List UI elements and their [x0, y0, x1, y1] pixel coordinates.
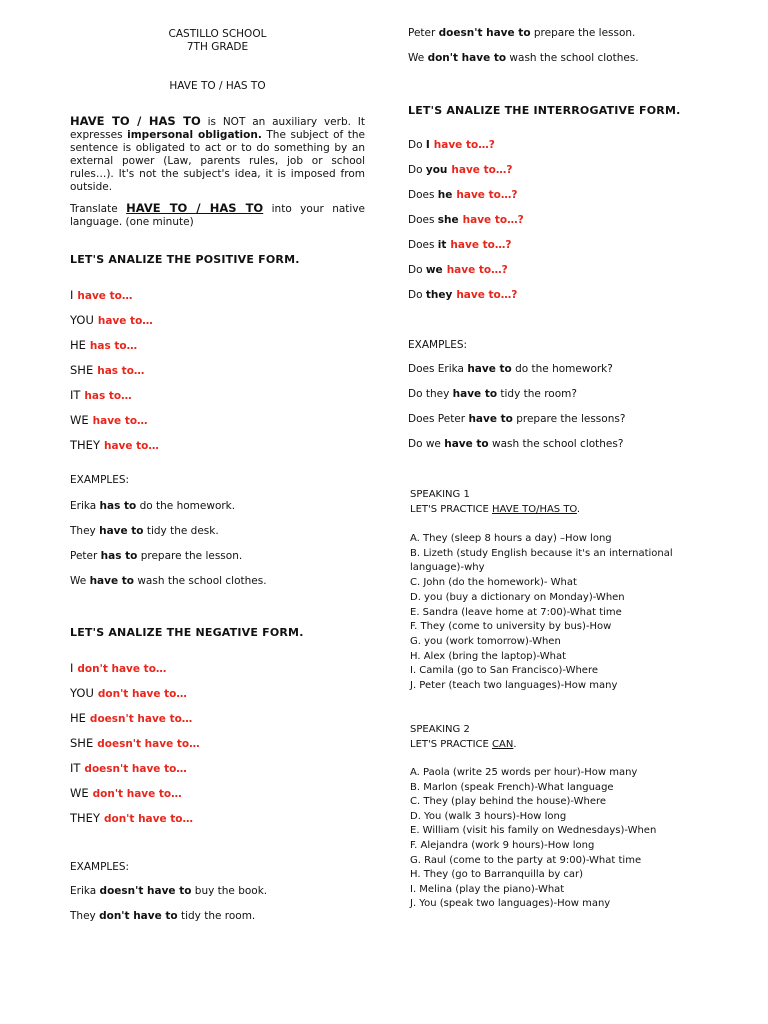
- example-pre: Erika: [70, 885, 100, 897]
- verb-form: have to…: [92, 415, 148, 427]
- interrogative-example: [408, 438, 623, 451]
- example-post: wash the school clothes.: [134, 575, 267, 587]
- translate-instruction: [70, 202, 365, 229]
- grade-label: 7TH GRADE: [186, 41, 249, 53]
- pronoun: they: [425, 289, 453, 301]
- pronoun: I: [70, 288, 74, 302]
- verb-form: have to…?: [451, 164, 513, 176]
- auxiliary: Do: [408, 164, 423, 176]
- example-post: do the homework.: [136, 500, 236, 512]
- interrogative-example: [408, 388, 577, 401]
- school-name: CASTILLO SCHOOL: [168, 28, 267, 40]
- example-post: wash the school clothes?: [488, 438, 624, 450]
- positive-row: [70, 289, 132, 303]
- speaking2-subtitle-pre: LET'S PRACTICE: [410, 739, 493, 750]
- example-pre: Peter: [70, 550, 101, 562]
- negative-row: [70, 762, 187, 776]
- example-bold: have to: [468, 413, 513, 425]
- topic-title: HAVE TO / HAS TO: [169, 80, 266, 92]
- example-post: do the homework?: [511, 363, 613, 375]
- example-pre: Do we: [408, 438, 445, 450]
- speaking2-item: D. You (walk 3 hours)-How long: [410, 810, 567, 822]
- example-pre: Does Erika: [408, 363, 468, 375]
- example-pre: Do they: [408, 388, 453, 400]
- auxiliary: Do: [408, 139, 423, 151]
- example-bold: has to: [100, 550, 138, 562]
- auxiliary: Does: [408, 189, 435, 201]
- verb-form: have to…?: [456, 189, 518, 201]
- negative-row: [70, 662, 166, 676]
- speaking1-item: I. Camila (go to San Francisco)-Where: [410, 665, 599, 677]
- example-bold: have to: [444, 438, 489, 450]
- speaking1-subtitle-underlined: HAVE TO/HAS TO: [492, 504, 577, 515]
- positive-examples-heading: EXAMPLES:: [70, 474, 130, 486]
- pronoun: it: [437, 239, 447, 251]
- speaking2-item: I. Melina (play the piano)-What: [410, 883, 565, 895]
- positive-example: [70, 550, 242, 563]
- pronoun: SHE: [70, 363, 94, 377]
- speaking1-item: C. John (do the homework)- What: [410, 577, 577, 589]
- intro-paragraph: [70, 115, 365, 194]
- interrogative-row: [408, 214, 524, 227]
- example-post: tidy the desk.: [143, 525, 219, 537]
- pronoun: I: [425, 139, 430, 151]
- speaking2-item: C. They (play behind the house)-Where: [410, 796, 607, 808]
- example-post: buy the book.: [191, 885, 268, 897]
- negative-row: [70, 787, 182, 801]
- speaking2-item: H. They (go to Barranquilla by car): [410, 869, 584, 881]
- interrogative-row: [408, 189, 517, 202]
- example-bold: has to: [99, 500, 137, 512]
- auxiliary: Do: [408, 264, 423, 276]
- negative-example: [408, 27, 635, 40]
- speaking1-item: F. They (come to university by bus)-How: [410, 621, 612, 633]
- pronoun: SHE: [70, 736, 94, 750]
- interrogative-heading: LET'S ANALIZE THE INTERROGATIVE FORM.: [408, 104, 681, 117]
- negative-row: [70, 687, 187, 701]
- verb-form: doesn't have to…: [97, 738, 200, 750]
- pronoun: IT: [70, 761, 81, 775]
- positive-example: [70, 575, 267, 588]
- negative-example: [70, 910, 255, 923]
- translate-post: into your native language. (one minute): [70, 203, 366, 228]
- pronoun: HE: [70, 338, 86, 352]
- example-bold: have to: [99, 525, 144, 537]
- speaking1-item: B. Lizeth (study English because it's an international: [410, 547, 673, 559]
- intro-bold-lead: HAVE TO / HAS TO: [70, 114, 201, 128]
- verb-form: have to…?: [450, 239, 512, 251]
- translate-bold: HAVE TO / HAS TO: [126, 201, 264, 215]
- example-pre: Erika: [70, 500, 100, 512]
- positive-row: [70, 439, 159, 453]
- speaking1-item: G. you (work tomorrow)-When: [410, 635, 561, 647]
- speaking1-subtitle-pre: LET'S PRACTICE: [410, 504, 493, 515]
- negative-row: [70, 712, 192, 726]
- verb-form: have to…?: [462, 214, 524, 226]
- positive-row: [70, 364, 144, 378]
- verb-form: has to…: [89, 340, 138, 352]
- pronoun: I: [70, 661, 74, 675]
- positive-row: [70, 389, 132, 403]
- speaking2-item: G. Raul (come to the party at 9:00)-What time: [410, 854, 642, 866]
- pronoun: WE: [70, 786, 89, 800]
- speaking2-item: J. You (speak two languages)-How many: [410, 898, 611, 910]
- verb-form: has to…: [84, 390, 132, 402]
- interrogative-row: [408, 139, 495, 152]
- auxiliary: Does: [408, 239, 435, 251]
- speaking2-subtitle-post: .: [513, 739, 517, 750]
- example-bold: don't have to: [427, 52, 507, 64]
- intro-text-1: is NOT an auxiliary verb. It expresses: [70, 116, 366, 141]
- pronoun: she: [437, 214, 459, 226]
- interrogative-example: [408, 363, 613, 376]
- interrogative-row: [408, 264, 508, 277]
- speaking2-subtitle: [410, 739, 517, 751]
- auxiliary: Do: [408, 289, 423, 301]
- auxiliary: Does: [408, 214, 435, 226]
- example-pre: Peter: [408, 27, 439, 39]
- speaking1-item: A. They (sleep 8 hours a day) –How long: [410, 533, 612, 544]
- speaking2-subtitle-underlined: CAN: [492, 739, 514, 750]
- example-pre: They: [70, 910, 100, 922]
- intro-bold-mid: impersonal obligation.: [127, 129, 262, 141]
- speaking1-item: H. Alex (bring the laptop)-What: [410, 650, 567, 662]
- example-bold: have to: [452, 388, 498, 400]
- example-bold: don't have to: [99, 910, 178, 922]
- interrogative-examples-heading: EXAMPLES:: [408, 339, 468, 351]
- example-pre: Does Peter: [408, 413, 469, 425]
- example-pre: We: [70, 575, 90, 587]
- pronoun: we: [425, 264, 443, 276]
- example-pre: We: [408, 52, 428, 64]
- pronoun: HE: [70, 711, 86, 725]
- pronoun: THEY: [70, 438, 100, 452]
- interrogative-row: [408, 239, 511, 252]
- example-bold: have to: [89, 575, 134, 587]
- example-post: tidy the room?: [497, 388, 577, 400]
- example-post: tidy the room.: [177, 910, 256, 922]
- verb-form: have to…: [97, 315, 153, 327]
- pronoun: IT: [70, 388, 81, 402]
- verb-form: has to…: [97, 365, 145, 377]
- verb-form: have to…?: [433, 139, 495, 151]
- pronoun: YOU: [70, 313, 94, 327]
- example-bold: doesn't have to: [99, 885, 192, 897]
- interrogative-row: [408, 164, 512, 177]
- positive-row: [70, 314, 153, 328]
- example-post: prepare the lessons?: [512, 413, 626, 425]
- verb-form: have to…?: [456, 289, 518, 301]
- speaking1-subtitle: [410, 504, 580, 516]
- positive-row: [70, 414, 148, 428]
- verb-form: have to…: [77, 290, 133, 302]
- verb-form: don't have to…: [97, 688, 187, 700]
- interrogative-example: [408, 413, 625, 426]
- pronoun: you: [425, 164, 448, 176]
- verb-form: don't have to…: [103, 813, 193, 825]
- example-pre: They: [70, 525, 100, 537]
- speaking1-subtitle-post: .: [576, 504, 581, 515]
- speaking1-item: E. Sandra (leave home at 7:00)-What time: [410, 606, 622, 618]
- example-bold: doesn't have to: [438, 27, 531, 39]
- speaking1-item: D. you (buy a dictionary on Monday)-When: [410, 591, 625, 603]
- positive-example: [70, 525, 219, 538]
- verb-form: have to…?: [446, 264, 508, 276]
- speaking1-item: J. Peter (teach two languages)-How many: [410, 680, 618, 691]
- negative-heading: LET'S ANALIZE THE NEGATIVE FORM.: [70, 626, 304, 639]
- negative-row: [70, 737, 200, 751]
- negative-example: [70, 885, 267, 898]
- negative-examples-heading: EXAMPLES:: [70, 861, 130, 873]
- verb-form: don't have to…: [77, 663, 167, 675]
- translate-pre: Translate: [70, 203, 127, 215]
- pronoun: he: [437, 189, 453, 201]
- example-post: wash the school clothes.: [506, 52, 639, 64]
- example-post: prepare the lesson.: [137, 550, 243, 562]
- positive-example: [70, 500, 235, 513]
- example-bold: have to: [467, 363, 512, 375]
- verb-form: don't have to…: [92, 788, 182, 800]
- verb-form: doesn't have to…: [89, 713, 193, 725]
- positive-heading: LET'S ANALIZE THE POSITIVE FORM.: [70, 253, 300, 266]
- example-post: prepare the lesson.: [530, 27, 636, 39]
- speaking1-title: SPEAKING 1: [410, 489, 470, 500]
- speaking2-item: E. William (visit his family on Wednesdays)-When: [410, 825, 657, 837]
- pronoun: YOU: [70, 686, 94, 700]
- verb-form: doesn't have to…: [84, 763, 187, 775]
- interrogative-row: [408, 289, 517, 302]
- verb-form: have to…: [103, 440, 159, 452]
- negative-row: [70, 812, 193, 826]
- pronoun: THEY: [70, 811, 100, 825]
- speaking2-item: A. Paola (write 25 words per hour)-How many: [410, 767, 638, 778]
- intro-text-2: The subject of the sentence is obligated to act or to do something by an external power (Law, parents rules, job or school rules…). It's not the subject's idea, it is imposed from outside.: [70, 129, 365, 193]
- speaking2-title: SPEAKING 2: [410, 724, 470, 735]
- pronoun: WE: [70, 413, 89, 427]
- positive-row: [70, 339, 137, 353]
- negative-example: [408, 52, 639, 65]
- speaking1-item: language)-why: [410, 562, 485, 574]
- speaking2-item: B. Marlon (speak French)-What language: [410, 781, 614, 793]
- speaking2-item: F. Alejandra (work 9 hours)-How long: [410, 840, 595, 851]
